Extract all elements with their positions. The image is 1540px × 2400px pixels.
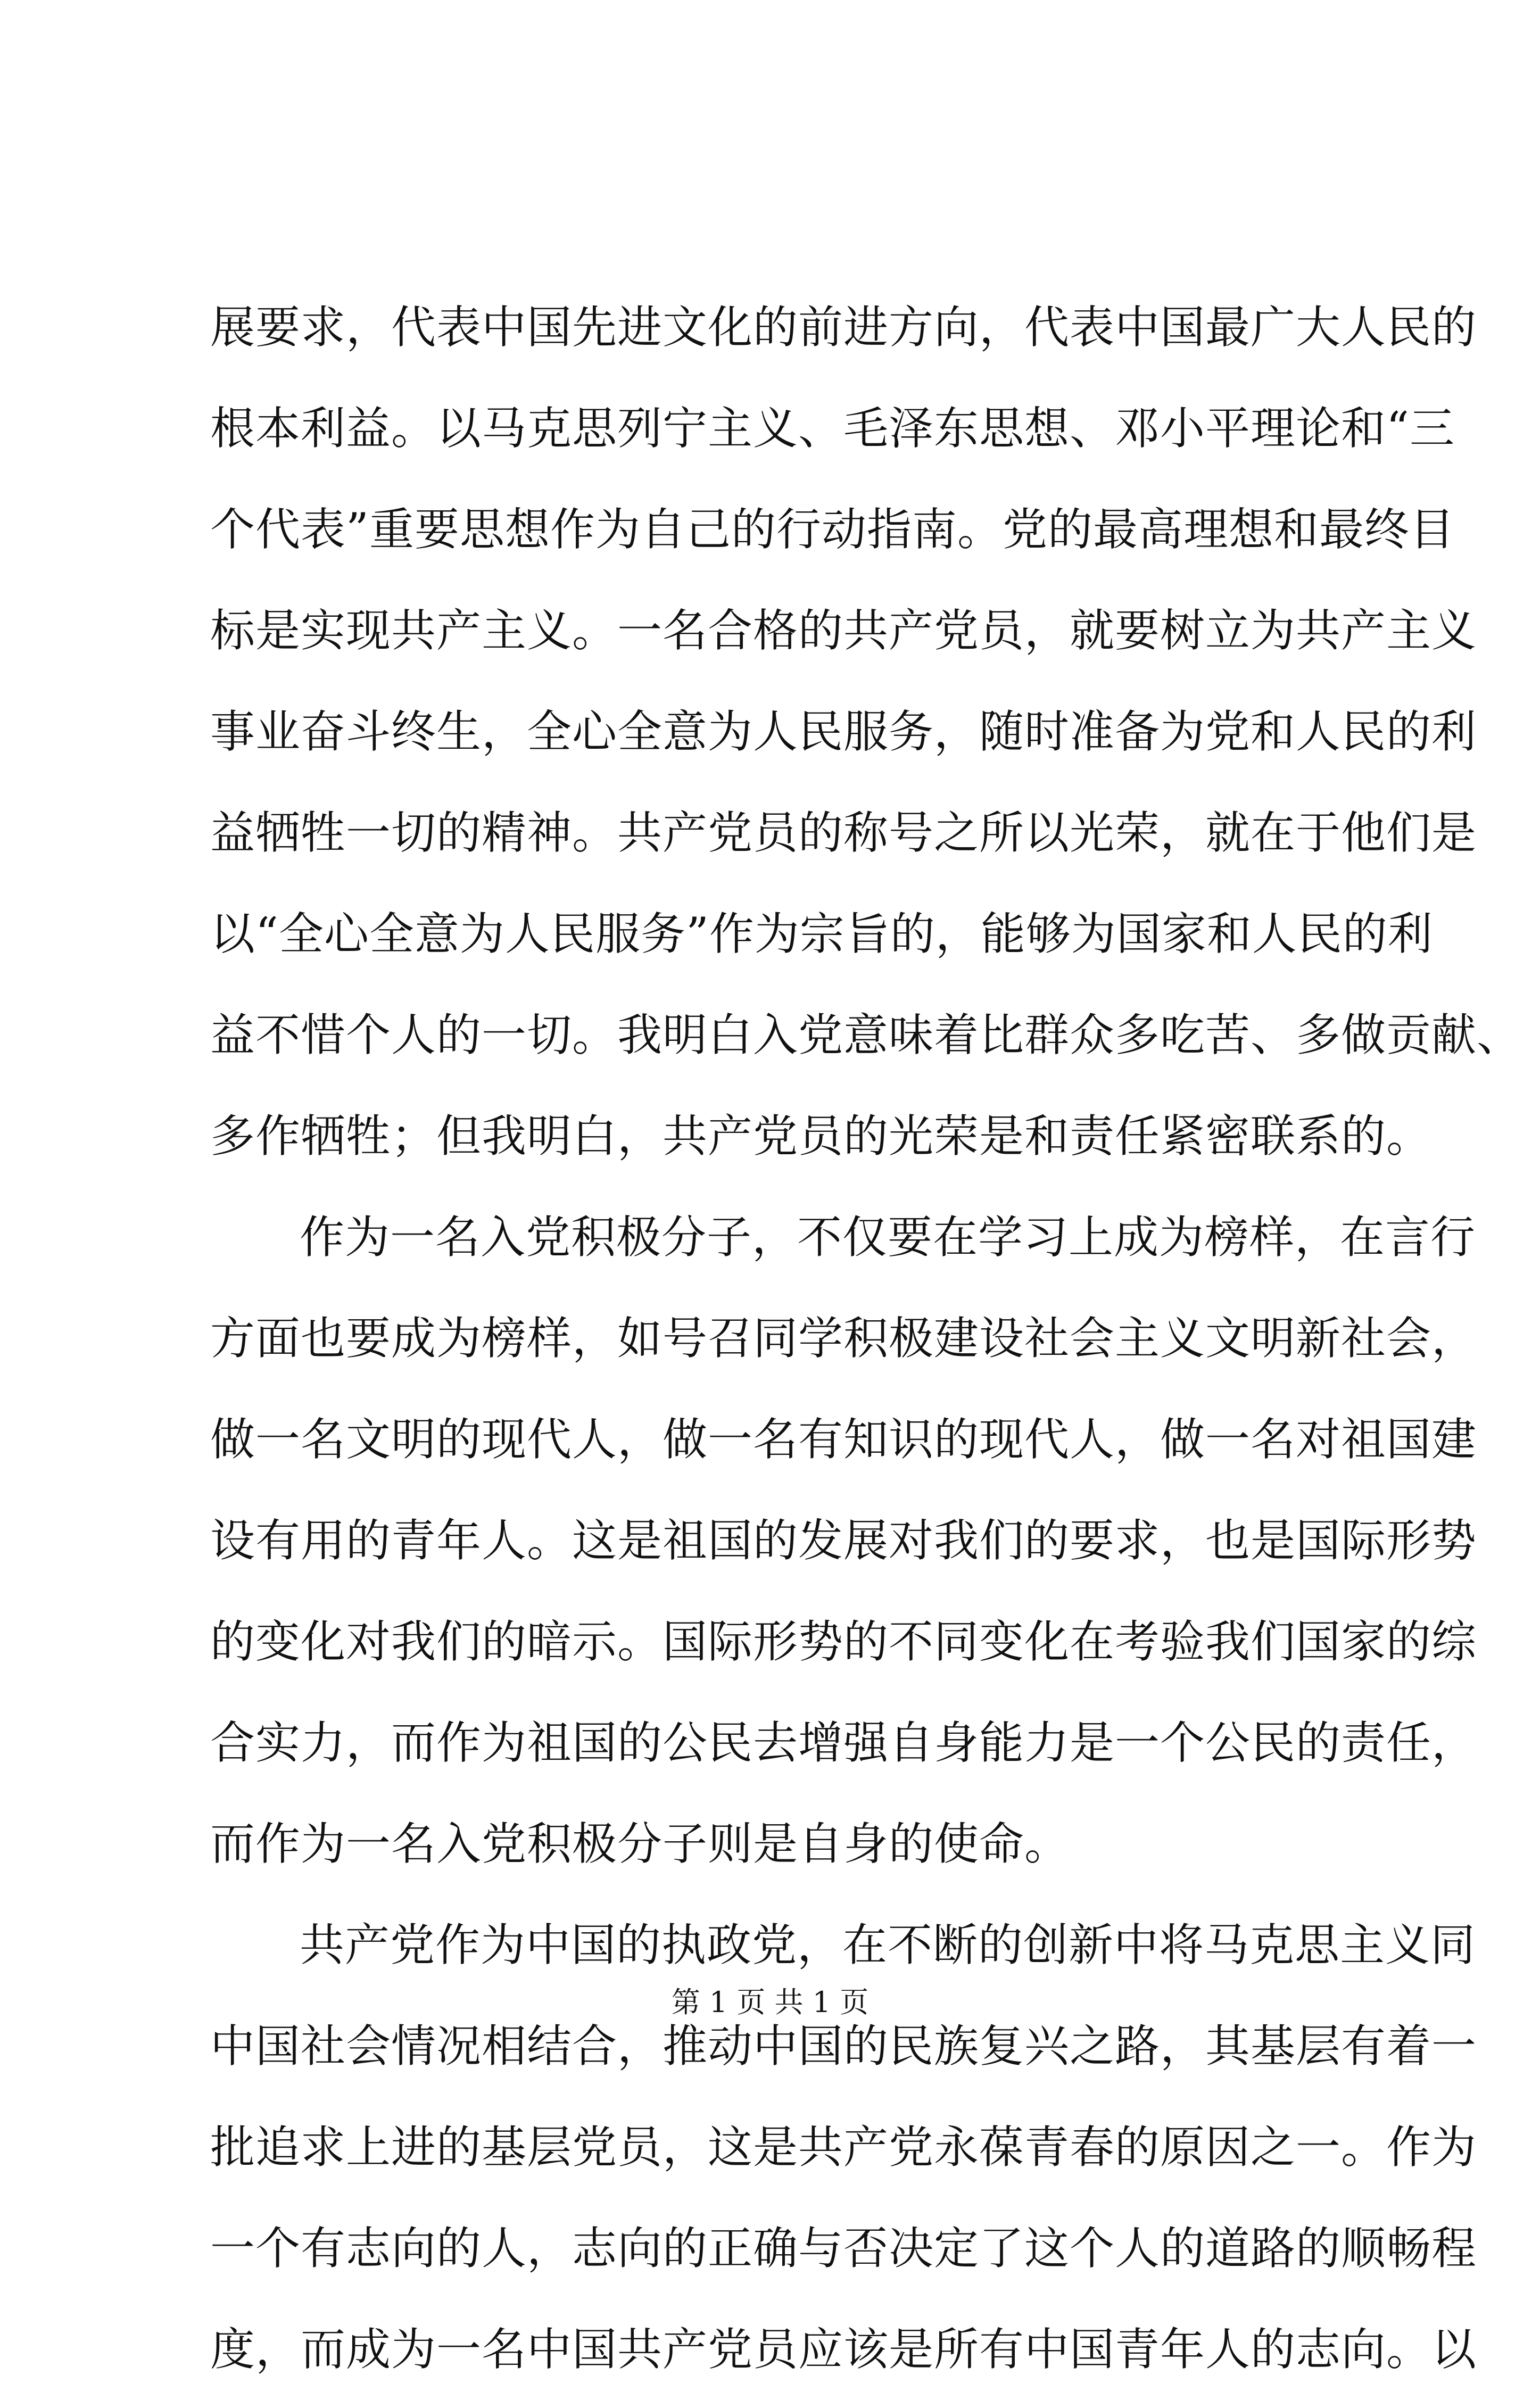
paragraph-2-line-1: 作为一名入党积极分子，不仅要在学习上成为榜样，在言行 — [300, 1211, 1476, 1263]
text-line-15: 合实力，而作为祖国的公民去增强自身能力是一个公民的责任， — [210, 1717, 1477, 1769]
text-line-1: 展要求，代表中国先进文化的前进方向，代表中国最广大人民的 — [210, 301, 1477, 353]
text-line-2: 根本利益。以马克思列宁主义、毛泽东思想、邓小平理论和“三 — [210, 402, 1455, 454]
text-line-8: 益不惜个人的一切。我明白入党意味着比群众多吃苦、多做贡献、 — [210, 1009, 1522, 1061]
page-number-footer: 第 1 页 共 1 页 — [671, 1985, 869, 2019]
text-line-7: 以“全心全意为人民服务”作为宗旨的，能够为国家和人民的利 — [210, 908, 1433, 960]
text-line-4: 标是实现共产主义。一名合格的共产党员，就要树立为共产主义 — [210, 605, 1477, 657]
text-line-13: 设有用的青年人。这是祖国的发展对我们的要求，也是国际形势 — [210, 1515, 1477, 1567]
text-line-21: 度，而成为一名中国共产党员应该是所有中国青年人的志向。以 — [210, 2323, 1477, 2376]
text-line-5: 事业奋斗终生，全心全意为人民服务，随时准备为党和人民的利 — [210, 706, 1477, 758]
paragraph-3-line-1: 共产党作为中国的执政党，在不断的创新中将马克思主义同 — [300, 1919, 1476, 1971]
text-line-18: 中国社会情况相结合，推动中国的民族复兴之路，其基层有着一 — [210, 2020, 1477, 2072]
text-line-9: 多作牺牲；但我明白，共产党员的光荣是和责任紧密联系的。 — [210, 1110, 1432, 1162]
text-line-14: 的变化对我们的暗示。国际形势的不同变化在考验我们国家的综 — [210, 1616, 1477, 1668]
text-line-3: 个代表”重要思想作为自己的行动指南。党的最高理想和最终目 — [210, 503, 1455, 556]
text-line-12: 做一名文明的现代人，做一名有知识的现代人，做一名对祖国建 — [210, 1413, 1477, 1466]
text-line-19: 批追求上进的基层党员，这是共产党永葆青春的原因之一。作为 — [210, 2121, 1477, 2173]
text-line-11: 方面也要成为榜样，如号召同学积极建设社会主义文明新社会， — [210, 1312, 1477, 1364]
text-line-20: 一个有志向的人，志向的正确与否决定了这个人的道路的顺畅程 — [210, 2222, 1477, 2274]
text-line-16: 而作为一名入党积极分子则是自身的使命。 — [210, 1818, 1070, 1870]
document-body — [210, 277, 1522, 2400]
text-line-6: 益牺牲一切的精神。共产党员的称号之所以光荣，就在于他们是 — [210, 807, 1477, 859]
